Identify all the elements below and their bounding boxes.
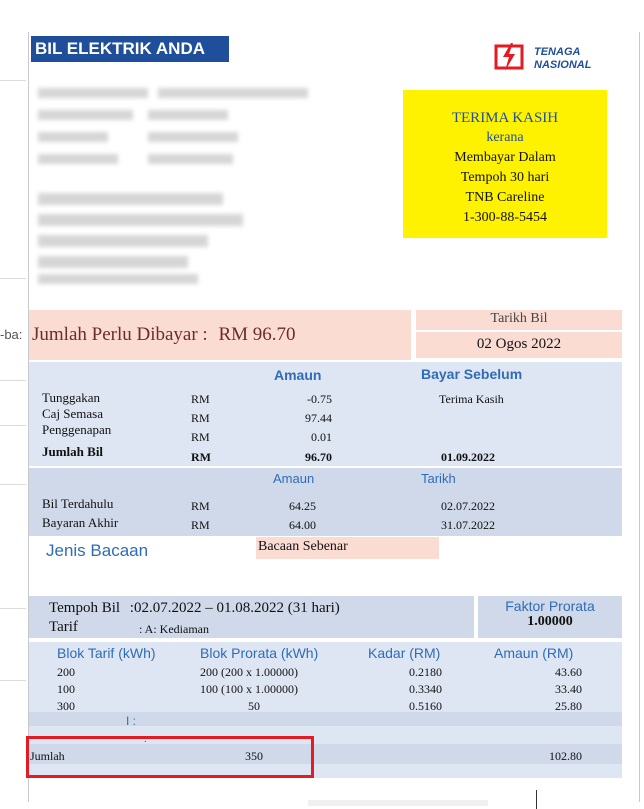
summary-total-label: Jumlah Bil: [42, 444, 104, 459]
tariff-cell-block: 200: [57, 665, 75, 679]
thanks-phone: 1-300-88-5454: [463, 210, 547, 225]
tnb-logo: [492, 38, 622, 78]
summary-amount: -0.75: [307, 392, 332, 406]
left-divider: [0, 380, 26, 381]
tariff-separator-mark: I :: [126, 714, 137, 728]
history-date-header: Tarikh: [421, 471, 456, 486]
summary-amount-header: Amaun: [274, 367, 322, 383]
amount-due-text: Jumlah Perlu Dibayar :: [32, 324, 208, 345]
tariff-cell-rate: 0.2180: [409, 665, 442, 679]
tariff-value: : A: Kediaman: [139, 622, 209, 636]
highlight-box: [26, 736, 314, 778]
tariff-cell-block: 100: [57, 682, 75, 696]
tariff-cell-block: 300: [57, 699, 75, 713]
summary-total-currency: RM: [191, 450, 211, 464]
summary-row: [42, 422, 111, 437]
tnb-logo-icon: [492, 40, 526, 74]
period-value: :02.07.2022 – 01.08.2022 (31 hari): [129, 600, 340, 616]
bill-date-label: Tarikh Bil: [490, 311, 548, 326]
period-line: [49, 600, 340, 617]
left-divider: [0, 278, 26, 279]
history-amount-header: Amaun: [273, 471, 315, 486]
summary-label: Caj Semasa: [42, 406, 104, 421]
tariff-cell-amount: 43.60: [555, 665, 582, 679]
summary-pay-before-header: Bayar Sebelum: [421, 366, 523, 382]
bottom-shadow: [308, 800, 488, 806]
summary-currency: RM: [191, 430, 210, 444]
tariff-cell-rate: 0.5160: [409, 699, 442, 713]
history-label: Bayaran Akhir: [42, 515, 119, 530]
history-currency: RM: [191, 518, 210, 532]
summary-row: [42, 406, 103, 421]
summary-total-amount: 96.70: [305, 450, 332, 464]
history-date: 31.07.2022: [441, 518, 495, 532]
tariff-header-prorata: Blok Prorata (kWh): [200, 645, 319, 661]
tariff-cell-amount: 33.40: [555, 682, 582, 696]
tariff-cell-rate: 0.3340: [409, 682, 442, 696]
history-currency: RM: [191, 499, 210, 513]
reading-value: Bacaan Sebenar: [258, 539, 348, 554]
tariff-header-amount: Amaun (RM): [494, 645, 574, 661]
logo-text-2: NASIONAL: [534, 59, 592, 71]
thanks-title: TERIMA KASIH: [451, 110, 559, 126]
period-label: Tempoh Bil: [49, 600, 121, 616]
tariff-header-rate: Kadar (RM): [368, 645, 441, 661]
total-amount: 102.80: [549, 749, 582, 763]
total-kwh: 350: [245, 749, 263, 763]
side-text: -ba:: [0, 327, 23, 342]
summary-label: Tunggakan: [42, 390, 101, 405]
thanks-line: TNB Careline: [465, 190, 545, 205]
tariff-cell-prorata: 200 (200 x 1.00000): [200, 665, 298, 679]
left-divider: [0, 680, 26, 681]
prorata-label: Faktor Prorata: [505, 598, 595, 614]
tariff-label: Tarif: [49, 619, 78, 635]
tariff-cell-amount: 25.80: [555, 699, 582, 713]
thanks-line: kerana: [486, 130, 524, 145]
history-label: Bil Terdahulu: [42, 496, 114, 511]
tariff-cell-prorata: 50: [248, 699, 260, 713]
redacted-address: [38, 88, 318, 288]
tariff-sep-band: [29, 712, 622, 726]
bill-title: BIL ELEKTRIK ANDA: [31, 36, 229, 62]
left-divider: [0, 484, 26, 485]
summary-row-total: [42, 444, 103, 459]
logo-text-1: TENAGA: [534, 46, 581, 58]
summary-row: [42, 390, 100, 405]
summary-label: Penggenapan: [42, 422, 112, 437]
total-label: Jumlah: [30, 749, 65, 763]
left-divider: [0, 608, 26, 609]
summary-amount: 0.01: [311, 430, 332, 444]
summary-amount: 97.44: [305, 411, 332, 425]
left-divider: [0, 425, 26, 426]
bottom-divider: [536, 790, 537, 809]
tariff-cell-prorata: 100 (100 x 1.00000): [200, 682, 298, 696]
tariff-header-block: Blok Tarif (kWh): [57, 645, 156, 661]
amount-due-label: [32, 324, 296, 346]
summary-due-date: 01.09.2022: [441, 450, 495, 464]
summary-extra: Terima Kasih: [439, 392, 504, 406]
thanks-box: [403, 90, 607, 238]
thanks-line: Membayar Dalam: [454, 150, 556, 165]
tariff-separator-colon: :: [144, 734, 147, 745]
amount-due-value: RM 96.70: [218, 324, 296, 345]
summary-currency: RM: [191, 411, 210, 425]
history-date: 02.07.2022: [441, 499, 495, 513]
thanks-line: Tempoh 30 hari: [460, 170, 550, 185]
reading-label: Jenis Bacaan: [46, 541, 149, 560]
left-divider: [0, 80, 26, 81]
summary-currency: RM: [191, 392, 210, 406]
history-amount: 64.25: [289, 499, 316, 513]
bill-date-value: 02 Ogos 2022: [476, 336, 562, 352]
history-amount: 64.00: [289, 518, 316, 532]
prorata-value: 1.00000: [527, 614, 573, 629]
